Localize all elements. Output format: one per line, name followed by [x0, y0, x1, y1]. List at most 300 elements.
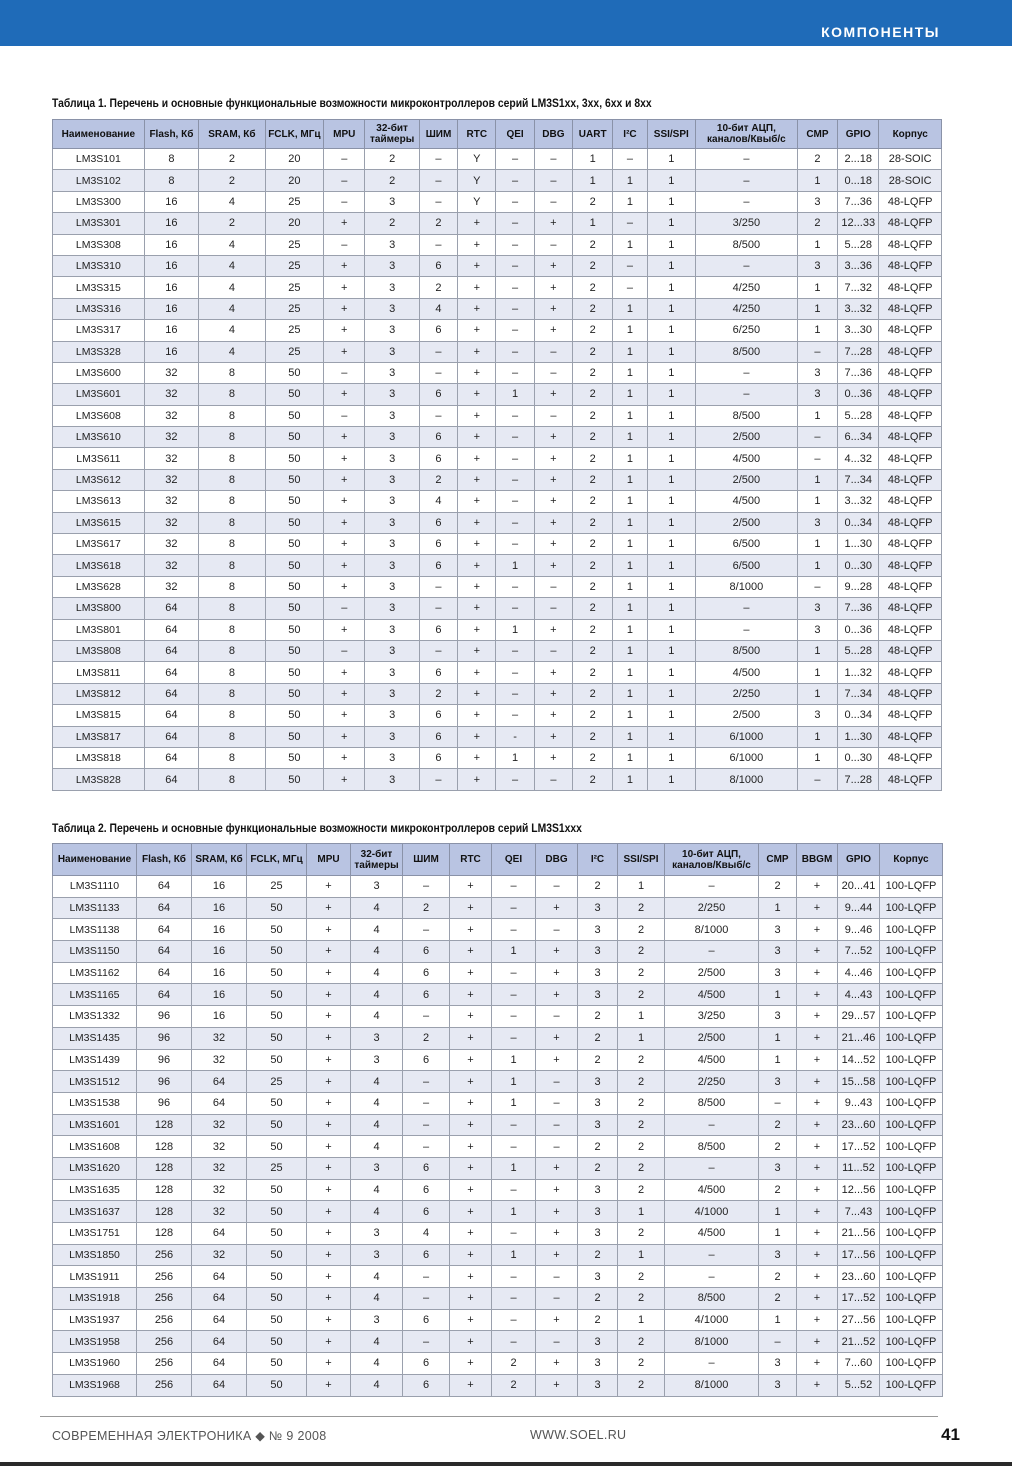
- table-cell: 3/250: [695, 213, 797, 234]
- table-cell: 16: [144, 277, 198, 298]
- table-row: [53, 705, 942, 726]
- table-cell: 1: [647, 191, 695, 212]
- table-row: [53, 149, 942, 170]
- table-cell: 11...52: [838, 1157, 880, 1179]
- table-cell: –: [665, 876, 759, 898]
- table-cell: 1: [613, 384, 647, 405]
- table-cell: –: [419, 640, 457, 661]
- table-cell: 6: [419, 384, 457, 405]
- table-row: [53, 1201, 943, 1223]
- table-cell: 50: [247, 1331, 307, 1353]
- table-cell: 64: [144, 598, 198, 619]
- table-cell: 2: [573, 362, 613, 383]
- column-header: RTC: [450, 844, 492, 876]
- table-cell: 100-LQFP: [880, 1071, 943, 1093]
- table-cell: +: [324, 384, 365, 405]
- table-cell: +: [450, 919, 492, 941]
- table-cell: 2: [573, 384, 613, 405]
- table-cell: 48-LQFP: [879, 405, 942, 426]
- table-cell: +: [797, 1309, 838, 1331]
- table-cell: 1: [647, 726, 695, 747]
- table-cell: 1: [759, 1223, 797, 1245]
- table-cell: 16: [192, 941, 247, 963]
- column-header: FCLK, МГц: [247, 844, 307, 876]
- table-cell: 100-LQFP: [880, 1114, 943, 1136]
- table-cell: +: [458, 213, 496, 234]
- table-cell: +: [450, 1114, 492, 1136]
- table-cell: 3: [351, 1027, 403, 1049]
- table-cell: 50: [247, 1201, 307, 1223]
- table-cell: –: [492, 1179, 536, 1201]
- table-cell: 21...56: [838, 1223, 880, 1245]
- table-cell: 48-LQFP: [879, 448, 942, 469]
- table-cell: 48-LQFP: [879, 234, 942, 255]
- table-cell: 4: [351, 1374, 403, 1396]
- table-cell: 2: [618, 1223, 665, 1245]
- table-cell: 50: [265, 534, 323, 555]
- table-row: [53, 1179, 943, 1201]
- table-cell: 3/250: [665, 1006, 759, 1028]
- table-cell: +: [307, 1288, 351, 1310]
- table-cell: 6: [403, 1157, 450, 1179]
- table-cell: 4...46: [838, 962, 880, 984]
- part-name-cell: LM3S600: [53, 362, 145, 383]
- table-cell: 2/250: [665, 1071, 759, 1093]
- table-cell: 3: [365, 341, 419, 362]
- table-cell: 0...34: [838, 512, 879, 533]
- table-cell: +: [797, 1092, 838, 1114]
- table-cell: 2: [573, 491, 613, 512]
- table-cell: 1: [647, 576, 695, 597]
- table-cell: 3: [578, 1223, 618, 1245]
- table-cell: –: [324, 234, 365, 255]
- table-cell: +: [797, 1071, 838, 1093]
- table-cell: +: [797, 941, 838, 963]
- table-cell: 1: [496, 384, 534, 405]
- table-cell: 23...60: [838, 1114, 880, 1136]
- table-cell: 6: [419, 512, 457, 533]
- table-cell: 50: [265, 384, 323, 405]
- table-cell: 3: [365, 705, 419, 726]
- table-cell: +: [797, 1201, 838, 1223]
- table-cell: 3: [365, 469, 419, 490]
- table-cell: 100-LQFP: [880, 1266, 943, 1288]
- table-cell: 64: [192, 1374, 247, 1396]
- column-header: Наименование: [53, 844, 137, 876]
- table-cell: 2: [618, 1353, 665, 1375]
- table-cell: 2: [578, 1006, 618, 1028]
- table-cell: 4: [351, 1071, 403, 1093]
- table-cell: +: [324, 555, 365, 576]
- table-cell: 1: [797, 683, 837, 704]
- table-cell: –: [496, 469, 534, 490]
- table-row: [53, 1331, 943, 1353]
- table-cell: –: [496, 640, 534, 661]
- table-cell: +: [307, 897, 351, 919]
- table-cell: +: [534, 683, 572, 704]
- table-cell: 20: [265, 149, 323, 170]
- part-name-cell: LM3S628: [53, 576, 145, 597]
- table-cell: –: [419, 362, 457, 383]
- table-cell: 1: [647, 534, 695, 555]
- table-cell: 4: [351, 1288, 403, 1310]
- table-cell: 128: [137, 1114, 192, 1136]
- table-cell: +: [324, 341, 365, 362]
- table-cell: 4...43: [838, 984, 880, 1006]
- table-row: [53, 555, 942, 576]
- table-cell: 2: [618, 941, 665, 963]
- table-row: [53, 640, 942, 661]
- table-cell: +: [536, 1157, 578, 1179]
- table-cell: 2: [365, 149, 419, 170]
- table-cell: 1: [647, 405, 695, 426]
- table-cell: 9...44: [838, 897, 880, 919]
- table-cell: 1: [573, 170, 613, 191]
- table-cell: 8: [199, 705, 266, 726]
- table-cell: 2/500: [665, 1027, 759, 1049]
- table-cell: +: [797, 1006, 838, 1028]
- table-cell: 8: [199, 491, 266, 512]
- table-cell: +: [450, 962, 492, 984]
- part-name-cell: LM3S301: [53, 213, 145, 234]
- table-row: [53, 405, 942, 426]
- table-cell: +: [450, 1092, 492, 1114]
- table-cell: 3: [797, 255, 837, 276]
- table-cell: 2: [618, 1288, 665, 1310]
- table-cell: 50: [247, 1374, 307, 1396]
- table-cell: 21...52: [838, 1331, 880, 1353]
- table-cell: 3: [578, 919, 618, 941]
- table-cell: 2: [403, 1027, 450, 1049]
- table-row: [53, 876, 943, 898]
- table-cell: +: [797, 1157, 838, 1179]
- bottom-edge: [0, 1462, 1012, 1466]
- table-cell: 64: [144, 619, 198, 640]
- table-cell: +: [534, 491, 572, 512]
- table-cell: –: [496, 598, 534, 619]
- table-cell: –: [492, 919, 536, 941]
- table-cell: +: [458, 362, 496, 383]
- table-cell: –: [496, 576, 534, 597]
- table-cell: 3: [365, 512, 419, 533]
- table-cell: 25: [247, 1071, 307, 1093]
- table-cell: 8/500: [695, 341, 797, 362]
- table-cell: 1: [613, 683, 647, 704]
- part-name-cell: LM3S815: [53, 705, 145, 726]
- table-cell: 4: [351, 1136, 403, 1158]
- table-cell: 2: [573, 662, 613, 683]
- table-cell: 2: [759, 1136, 797, 1158]
- table-cell: 1: [618, 876, 665, 898]
- table-row: [53, 341, 942, 362]
- table-cell: –: [695, 619, 797, 640]
- table-cell: 50: [265, 769, 323, 791]
- part-name-cell: LM3S617: [53, 534, 145, 555]
- table-cell: +: [450, 1266, 492, 1288]
- table-cell: 50: [247, 1288, 307, 1310]
- table-cell: –: [492, 1114, 536, 1136]
- table-cell: 48-LQFP: [879, 747, 942, 768]
- table-cell: 25: [265, 298, 323, 319]
- table-cell: 2: [199, 170, 266, 191]
- table-cell: –: [496, 534, 534, 555]
- table-cell: 1: [613, 448, 647, 469]
- page-number: 41: [941, 1425, 960, 1444]
- table-cell: +: [324, 576, 365, 597]
- table-cell: –: [496, 341, 534, 362]
- table-cell: 6/500: [695, 534, 797, 555]
- table-cell: 48-LQFP: [879, 277, 942, 298]
- table-cell: 2: [573, 747, 613, 768]
- table-cell: 3: [578, 1179, 618, 1201]
- table-cell: –: [534, 598, 572, 619]
- table-cell: 12...56: [838, 1179, 880, 1201]
- table-cell: +: [450, 1353, 492, 1375]
- table-cell: –: [665, 1266, 759, 1288]
- table-cell: +: [324, 619, 365, 640]
- table-cell: +: [307, 1179, 351, 1201]
- table-cell: 6: [419, 726, 457, 747]
- table-row: [53, 170, 942, 191]
- table-cell: 3: [351, 1157, 403, 1179]
- table-cell: +: [458, 448, 496, 469]
- table-cell: –: [492, 1266, 536, 1288]
- part-name-cell: LM3S828: [53, 769, 145, 791]
- table-cell: 64: [192, 1092, 247, 1114]
- table-cell: 50: [265, 405, 323, 426]
- table-cell: 32: [144, 427, 198, 448]
- table-row: [53, 213, 942, 234]
- table-cell: 20...41: [838, 876, 880, 898]
- table-cell: –: [695, 598, 797, 619]
- column-header: FCLK, МГц: [265, 120, 323, 149]
- table-cell: 6: [419, 534, 457, 555]
- table-cell: 64: [137, 897, 192, 919]
- table-cell: 7...36: [838, 362, 879, 383]
- table-cell: +: [458, 598, 496, 619]
- table-cell: 4/500: [695, 448, 797, 469]
- table-cell: +: [797, 1223, 838, 1245]
- part-name-cell: LM3S1918: [53, 1288, 137, 1310]
- table-row: [53, 534, 942, 555]
- table-row: [53, 1309, 943, 1331]
- table-row: [53, 191, 942, 212]
- table-row: [53, 1353, 943, 1375]
- table-cell: 4/1000: [665, 1201, 759, 1223]
- table-cell: –: [536, 919, 578, 941]
- table-cell: 3: [759, 1006, 797, 1028]
- table-cell: +: [536, 984, 578, 1006]
- table-cell: 2: [492, 1374, 536, 1396]
- table-cell: 8: [199, 469, 266, 490]
- table-cell: 1: [759, 897, 797, 919]
- table-row: [53, 448, 942, 469]
- table-cell: +: [534, 662, 572, 683]
- table-cell: 1: [647, 619, 695, 640]
- table-cell: 128: [137, 1136, 192, 1158]
- table-cell: 96: [137, 1027, 192, 1049]
- table-cell: –: [492, 984, 536, 1006]
- table-cell: 2: [199, 149, 266, 170]
- table-cell: 48-LQFP: [879, 705, 942, 726]
- table-cell: 2: [573, 234, 613, 255]
- table-cell: 64: [137, 962, 192, 984]
- table-cell: 4: [351, 1331, 403, 1353]
- table-cell: +: [534, 213, 572, 234]
- table-cell: 3: [578, 1353, 618, 1375]
- table-cell: 100-LQFP: [880, 1374, 943, 1396]
- table-cell: 2: [573, 448, 613, 469]
- table-cell: 0...30: [838, 747, 879, 768]
- table-cell: 1: [647, 149, 695, 170]
- table-cell: 8: [199, 662, 266, 683]
- table-cell: 1: [613, 619, 647, 640]
- part-name-cell: LM3S300: [53, 191, 145, 212]
- table-cell: 32: [144, 491, 198, 512]
- part-name-cell: LM3S310: [53, 255, 145, 276]
- table-cell: +: [307, 1006, 351, 1028]
- table-cell: 12...33: [838, 213, 879, 234]
- table-cell: 3: [759, 962, 797, 984]
- table-cell: 5...52: [838, 1374, 880, 1396]
- part-name-cell: LM3S328: [53, 341, 145, 362]
- table-cell: 23...60: [838, 1266, 880, 1288]
- table-cell: 29...57: [838, 1006, 880, 1028]
- part-name-cell: LM3S1635: [53, 1179, 137, 1201]
- table1-title: Таблица 1. Перечень и основные функциональные возможности микроконтроллеров серий LM3S1xx, 3xx, 6xx и 8xx: [52, 98, 652, 110]
- table-cell: 1: [797, 747, 837, 768]
- table-cell: 2: [618, 1092, 665, 1114]
- table-cell: 3: [365, 576, 419, 597]
- table-cell: 2: [759, 1288, 797, 1310]
- table-cell: 1: [618, 1244, 665, 1266]
- table-cell: 3: [365, 555, 419, 576]
- table-cell: +: [458, 405, 496, 426]
- table-cell: 64: [137, 941, 192, 963]
- table-cell: –: [419, 598, 457, 619]
- column-header: SRAM, Кб: [192, 844, 247, 876]
- table-cell: –: [403, 1071, 450, 1093]
- table-cell: +: [458, 619, 496, 640]
- table-cell: 1: [647, 512, 695, 533]
- table-cell: 2: [573, 555, 613, 576]
- table-cell: 128: [137, 1179, 192, 1201]
- table-cell: –: [665, 941, 759, 963]
- table-cell: 0...30: [838, 555, 879, 576]
- table-cell: 1: [618, 1309, 665, 1331]
- table-cell: 7...36: [838, 598, 879, 619]
- table-cell: 64: [192, 1071, 247, 1093]
- table-cell: 48-LQFP: [879, 555, 942, 576]
- table-cell: +: [307, 1157, 351, 1179]
- table-cell: +: [536, 897, 578, 919]
- column-header: MPU: [324, 120, 365, 149]
- table-cell: 32: [192, 1049, 247, 1071]
- part-name-cell: LM3S1937: [53, 1309, 137, 1331]
- table-cell: 2: [618, 897, 665, 919]
- table-cell: 2: [578, 876, 618, 898]
- table-cell: 64: [192, 1331, 247, 1353]
- table-cell: 6: [419, 427, 457, 448]
- table-row: [53, 1114, 943, 1136]
- table-cell: 3: [365, 405, 419, 426]
- table-cell: 2: [573, 320, 613, 341]
- table-cell: 1: [613, 191, 647, 212]
- table-cell: 48-LQFP: [879, 298, 942, 319]
- table-cell: 1: [492, 1157, 536, 1179]
- table-cell: +: [797, 1179, 838, 1201]
- table-cell: 28-SOIC: [879, 170, 942, 191]
- table-cell: 0...36: [838, 384, 879, 405]
- table-cell: –: [496, 277, 534, 298]
- table-cell: 8: [199, 555, 266, 576]
- table-cell: 2: [797, 149, 837, 170]
- table-cell: 3: [351, 1309, 403, 1331]
- table-cell: –: [496, 448, 534, 469]
- table-cell: 1: [613, 598, 647, 619]
- table-cell: –: [797, 448, 837, 469]
- table-cell: 8/500: [695, 234, 797, 255]
- table-cell: 2: [492, 1353, 536, 1375]
- table-cell: +: [450, 1049, 492, 1071]
- table-cell: –: [665, 1157, 759, 1179]
- table-cell: 1: [647, 769, 695, 791]
- table-cell: 3: [578, 1071, 618, 1093]
- part-name-cell: LM3S101: [53, 149, 145, 170]
- table-cell: 8: [199, 405, 266, 426]
- table-row: [53, 619, 942, 640]
- table-cell: 1: [573, 149, 613, 170]
- table-cell: –: [324, 170, 365, 191]
- table-cell: +: [458, 534, 496, 555]
- table-cell: 2/500: [695, 705, 797, 726]
- table-cell: 48-LQFP: [879, 576, 942, 597]
- table-cell: +: [307, 1374, 351, 1396]
- column-header: ШИМ: [403, 844, 450, 876]
- table-cell: –: [324, 191, 365, 212]
- table-cell: 50: [265, 619, 323, 640]
- table-cell: 1: [613, 769, 647, 791]
- table-cell: +: [324, 662, 365, 683]
- table-cell: 100-LQFP: [880, 1309, 943, 1331]
- table-cell: 2: [618, 1136, 665, 1158]
- table-cell: 1: [797, 405, 837, 426]
- table-cell: 48-LQFP: [879, 769, 942, 791]
- table-cell: 27...56: [838, 1309, 880, 1331]
- table-cell: 4: [351, 1201, 403, 1223]
- table-cell: 25: [265, 234, 323, 255]
- table-cell: 16: [144, 213, 198, 234]
- table-cell: 3: [351, 876, 403, 898]
- table-cell: +: [458, 576, 496, 597]
- table-cell: –: [536, 1114, 578, 1136]
- table-cell: +: [450, 1201, 492, 1223]
- table-cell: 48-LQFP: [879, 619, 942, 640]
- part-name-cell: LM3S812: [53, 683, 145, 704]
- table-cell: +: [534, 747, 572, 768]
- table-cell: 1: [492, 1071, 536, 1093]
- table-cell: +: [307, 941, 351, 963]
- table-cell: 0...18: [838, 170, 879, 191]
- table-cell: –: [419, 405, 457, 426]
- table-row: [53, 1092, 943, 1114]
- table-row: [53, 384, 942, 405]
- table-cell: –: [419, 769, 457, 791]
- table-row: [53, 962, 943, 984]
- table-cell: +: [534, 555, 572, 576]
- table-cell: 100-LQFP: [880, 1092, 943, 1114]
- table-cell: 50: [247, 897, 307, 919]
